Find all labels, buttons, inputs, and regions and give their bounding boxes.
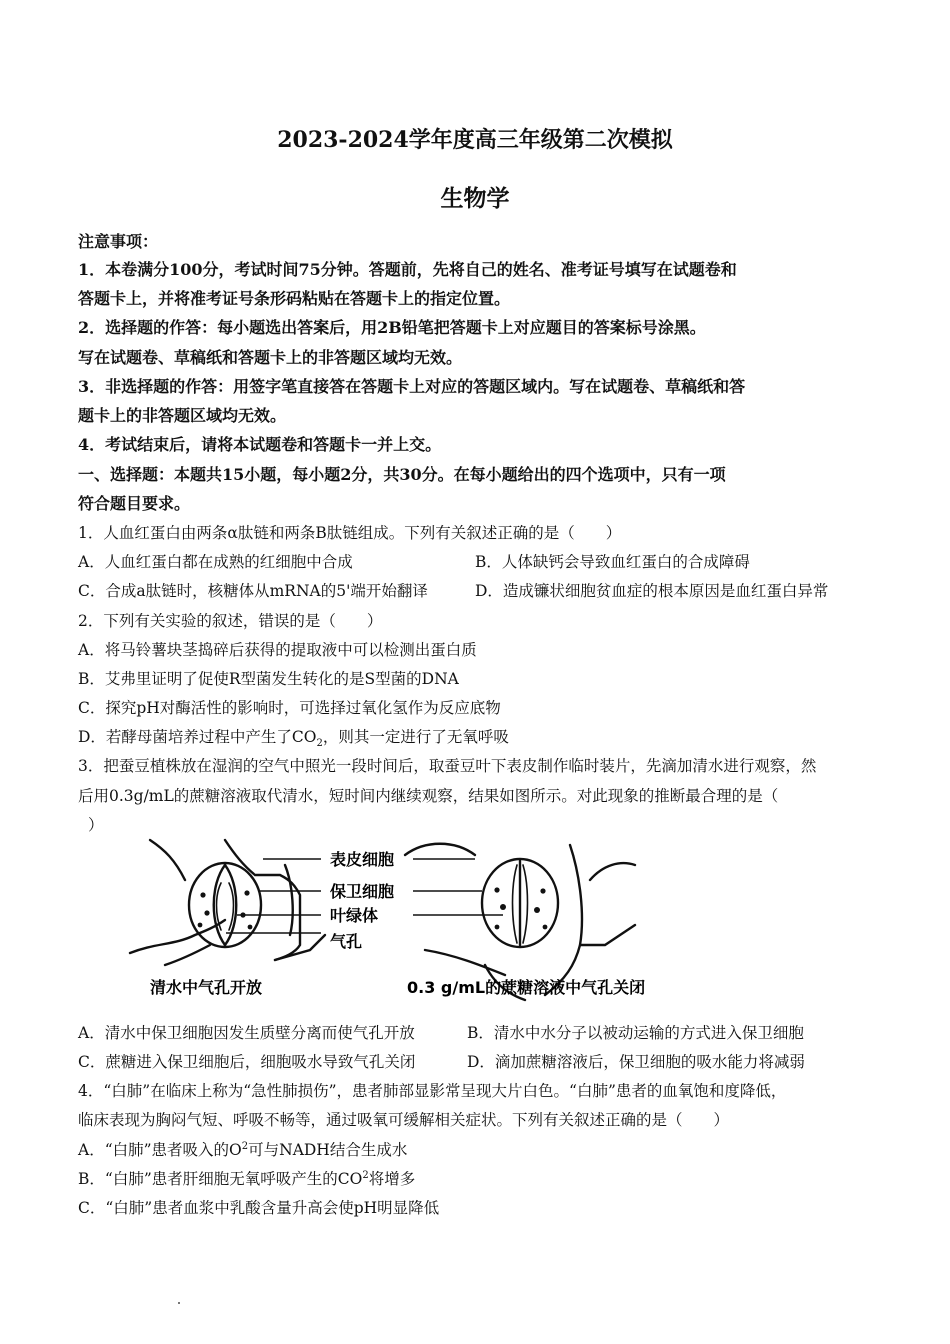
- notes-line: 题卡上的非答题区域均无效。: [78, 406, 287, 425]
- notes-line: 写在试题卷、草稿纸和答题卡上的非答题区域均无效。: [78, 348, 463, 367]
- q4-option-c: C．“白肺”患者血浆中乳酸含量升高会使pH明显降低: [78, 1199, 440, 1217]
- question-3-stem-cont: 后用0.3g/mL的蔗糖溶液取代清水，短时间内继续观察，结果如图所示。对此现象的推断最合理的是（: [78, 787, 779, 805]
- q4-option-b: B．“白肺”患者肝细胞无氧呼吸产生的$CO^2$将增多: [78, 1169, 416, 1188]
- subject-title: 生物学: [440, 185, 510, 212]
- exam-title: 2023-2024学年度高三年级第二次模拟: [277, 127, 673, 153]
- question-4-stem-cont: 临床表现为胸闷气短、呼吸不畅等，通过吸氧可缓解相关症状。下列有关叙述正确的是（ ）: [78, 1111, 730, 1129]
- notes-line: 4．考试结束后，请将本试题卷和答题卡一并上交。: [78, 435, 442, 454]
- stomata-figure: [125, 835, 675, 1010]
- question-1-stem: 1．人血红蛋白由两条α肽链和两条B肽链组成。下列有关叙述正确的是（ ）: [78, 524, 622, 542]
- page-mark: [178, 1302, 180, 1304]
- section-heading-cont: 符合题目要求。: [78, 494, 191, 513]
- q2-option-a: A．将马铃薯块茎捣碎后获得的提取液中可以检测出蛋白质: [78, 641, 477, 659]
- q1-option-a: A．人血红蛋白都在成熟的红细胞中合成: [78, 553, 353, 571]
- notes-line: 2．选择题的作答：每小题选出答案后，用2B铅笔把答题卡上对应题目的答案标号涂黑。: [78, 318, 706, 337]
- caption-closed-stoma: 0.3 g/mL的蔗糖溶液中气孔关闭: [407, 978, 646, 997]
- notes-heading: 注意事项：: [78, 232, 159, 251]
- q1-option-b: B．人体缺钙会导致血红蛋白的合成障碍: [475, 553, 750, 571]
- caption-open-stoma: 清水中气孔开放: [150, 978, 263, 997]
- label-chloroplast: 叶绿体: [330, 906, 379, 925]
- notes-line: 答题卡上，并将准考证号条形码粘贴在答题卡上的指定位置。: [78, 289, 511, 308]
- q2-option-c: C．探究pH对酶活性的影响时，可选择过氧化氢作为反应底物: [78, 699, 501, 717]
- q3-option-b: B．清水中水分子以被动运输的方式进入保卫细胞: [467, 1024, 804, 1042]
- q1-option-c: C．合成a肽链时，核糖体从mRNA的5'端开始翻译: [78, 582, 428, 600]
- q3-option-a: A．清水中保卫细胞因发生质壁分离而使气孔开放: [78, 1024, 415, 1042]
- label-epidermis: 表皮细胞: [330, 850, 395, 869]
- q3-option-c: C．蔗糖进入保卫细胞后，细胞吸水导致气孔关闭: [78, 1053, 416, 1071]
- question-4-stem: 4．“白肺”在临床上称为“急性肺损伤”，患者肺部显影常呈现大片白色。“白肺”患者的血氧饱和度降低，: [78, 1082, 787, 1100]
- label-guard-cell: 保卫细胞: [330, 882, 395, 901]
- q3-option-d: D．滴加蔗糖溶液后，保卫细胞的吸水能力将减弱: [467, 1053, 805, 1071]
- section-heading: 一、选择题：本题共15小题，每小题2分，共30分。在每小题给出的四个选项中，只有一项: [78, 465, 726, 484]
- q1-option-d: D．造成镰状细胞贫血症的根本原因是血红蛋白异常: [475, 582, 829, 600]
- q4-option-a: A．“白肺”患者吸入的$O^2$可与NADH结合生成水: [78, 1140, 408, 1159]
- q2-option-b: B．艾弗里证明了促使R型菌发生转化的是S型菌的DNA: [78, 670, 459, 688]
- notes-line: 3．非选择题的作答：用签字笔直接答在答题卡上对应的答题区域内。写在试题卷、草稿纸和答: [78, 377, 746, 396]
- q2-option-d: D．若酵母菌培养过程中产生了$CO_2$，则其一定进行了无氧呼吸: [78, 728, 509, 750]
- label-stoma: 气孔: [330, 932, 363, 951]
- question-3-stem: 3．把蚕豆植株放在湿润的空气中照光一段时间后，取蚕豆叶下表皮制作临时装片，先滴加清水进行观察，然: [78, 757, 817, 775]
- notes-line: 1．本卷满分100分，考试时间75分钟。答题前，先将自己的姓名、准考证号填写在试题卷和: [78, 260, 737, 279]
- question-3-stem-end: ）: [88, 816, 104, 834]
- question-2-stem: 2．下列有关实验的叙述，错误的是（ ）: [78, 612, 383, 630]
